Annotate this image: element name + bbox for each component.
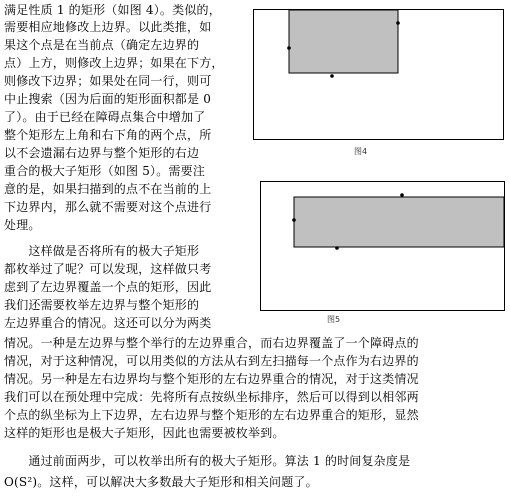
figure-5-diagram	[261, 182, 504, 310]
text-line: 个点的纵坐标为上下边界，左右边界与整个矩形的左右边界重合的矩形，显然	[4, 408, 419, 422]
text-line: 则修改下边界；如果处在同一行，则可	[4, 74, 212, 88]
text-line: 处理。	[4, 218, 41, 232]
text-line: 中止搜索（因为后面的矩形面积都是 0	[4, 92, 212, 106]
text-line: 情况。一种是左边界与整个举行的左边界重合，而右边界覆盖了一个障碍点的	[4, 336, 419, 350]
figure-4-diagram	[254, 10, 503, 139]
text-line: 整个矩形左上角和右下角的两个点，所	[4, 128, 212, 142]
figure-5	[260, 181, 505, 324]
maximal-rectangle	[289, 10, 398, 73]
text-line: 我们还需要枚举左边界与整个矩形的	[4, 298, 200, 312]
figure-caption: 图5	[327, 315, 341, 324]
text-line: 重合的极大子矩形（如图 5）。需要注	[4, 164, 206, 178]
maximal-rectangle	[294, 197, 504, 247]
obstacle-point	[330, 74, 334, 78]
text-line: 点）上方，则修改上边界；如果在下方，	[4, 56, 224, 70]
text-line: 这样做是否将所有的极大子矩形	[4, 244, 200, 258]
figure-4	[253, 9, 504, 156]
text-line: 满足性质 1 的矩形（如图 4）。类似的，	[4, 3, 221, 17]
obstacle-point	[292, 218, 296, 222]
text-line: 通过前面两步，可以枚举出所有的极大子矩形。算法 1 的时间复杂度是	[4, 454, 411, 468]
text-line: 下边界内，那么就不需要对这个点进行	[4, 200, 212, 214]
text-line: 以不会遗漏右边界与整个矩形的右边	[4, 146, 200, 160]
text-line: 意的是，如果扫描到的点不在当前的上	[4, 182, 212, 196]
text-line: 果这个点是在当前点（确定左边界的	[4, 38, 200, 52]
text-line: 左边界重合的情况。这还可以分为两类	[4, 316, 212, 330]
obstacle-point	[335, 246, 339, 250]
obstacle-point	[400, 193, 404, 197]
text-line: 这样的矩形也是极大子矩形，因此也需要被枚举到。	[4, 426, 285, 440]
text-line: 情况，对于这种情况，可以用类似的方法从右到左扫描每一个点作为右边界的	[4, 354, 419, 368]
text-line: 都枚举过了呢？可以发现，这样做只考	[4, 262, 212, 276]
text-line: 虑到了左边界覆盖一个点的矩形，因此	[4, 280, 212, 294]
text-line: 我们可以在预处理中完成：先将所有点按纵坐标排序，然后可以得到以相邻两	[4, 390, 419, 404]
text-line: 了）。由于已经在障碍点集合中增加了	[4, 110, 206, 124]
obstacle-point	[287, 46, 291, 50]
figure-caption: 图4	[354, 147, 368, 156]
text-line: 情况。另一种是左右边界均与整个矩形的左右边界重合的情况，对于这类情况	[4, 372, 419, 386]
text-line: O(S²)。这样，可以解决大多数最大子矩形和相关问题了。	[4, 475, 318, 489]
text-line: 需要相应地修改上边界。以此类推，如	[4, 20, 212, 34]
obstacle-point	[396, 21, 400, 25]
